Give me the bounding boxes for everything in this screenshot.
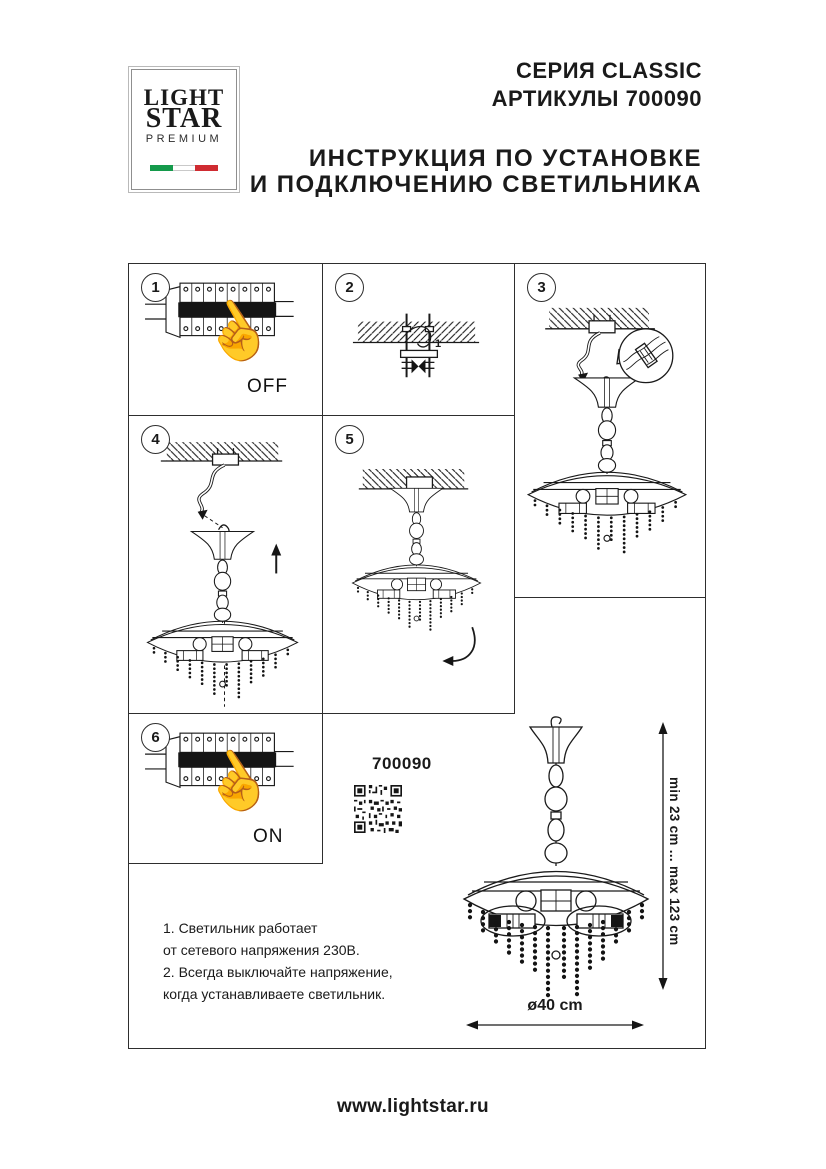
articles-label: АРТИКУЛЫ 700090 — [491, 86, 702, 111]
step-number-badge — [527, 273, 556, 302]
step-number-badge — [141, 723, 170, 752]
note-line: когда устанавливаете светильник. — [163, 986, 386, 1002]
article-number: 700090 — [372, 754, 432, 773]
notes-list — [163, 917, 443, 1005]
step-number: 5 — [345, 431, 354, 448]
chandelier-mounted-illustration — [323, 416, 514, 713]
hook-callout-number: 1 — [435, 338, 442, 350]
logo-word-star: STAR — [145, 103, 223, 134]
step-number-badge — [335, 273, 364, 302]
height-range-label: min 23 cm ... max 123 cm — [667, 776, 682, 946]
website-footer: www.lightstar.ru — [337, 1096, 489, 1117]
step-panel-4 — [129, 416, 323, 714]
instruction-title — [250, 146, 702, 198]
pointing-hand-icon: ☝ — [189, 736, 282, 827]
off-label: OFF — [247, 376, 288, 397]
step-number-badge — [141, 425, 170, 454]
step-panel-3 — [515, 264, 705, 598]
step-number: 1 — [151, 279, 160, 296]
step-panel-1 — [129, 264, 323, 416]
pointing-hand-icon: ☝ — [189, 286, 282, 377]
flag-green-stripe — [150, 165, 173, 171]
series-label: СЕРИЯ CLASSIC — [515, 58, 702, 83]
step-number: 2 — [345, 279, 354, 296]
step-number-badge — [141, 273, 170, 302]
on-label: ON — [253, 826, 284, 847]
step-number: 4 — [151, 431, 160, 448]
figure-grid — [128, 263, 706, 1049]
step-number-badge — [335, 425, 364, 454]
note-line: 1. Светильник работает — [163, 920, 318, 936]
step-number: 6 — [151, 729, 160, 746]
note-line: 2. Всегда выключайте напряжение, — [163, 964, 393, 980]
step-number: 3 — [537, 279, 546, 296]
instruction-title-line1: ИНСТРУКЦИЯ ПО УСТАНОВКЕ — [308, 145, 702, 172]
chandelier-hanging-illustration — [515, 264, 705, 597]
logo-word-light: LIGHT — [143, 85, 225, 110]
flag-white-stripe — [173, 165, 196, 171]
italy-flag-icon — [150, 165, 218, 171]
diameter-dimension-arrow — [466, 1018, 644, 1032]
chandelier-lift-illustration — [129, 416, 322, 713]
flag-red-stripe — [195, 165, 218, 171]
header-series-block — [492, 57, 702, 113]
brand-logo — [128, 66, 240, 193]
note-line: от сетевого напряжения 230В. — [163, 942, 360, 958]
qr-code — [354, 784, 402, 834]
step-panel-5 — [323, 416, 515, 714]
logo-word-premium: PREMIUM — [145, 133, 223, 145]
step-panel-2 — [323, 264, 515, 416]
step-panel-6 — [129, 714, 323, 864]
diameter-label: ø40 cm — [527, 997, 583, 1014]
instruction-title-line2: И ПОДКЛЮЧЕНИЮ СВЕТИЛЬНИКА — [249, 171, 702, 198]
product-dimension-drawing — [456, 714, 656, 1009]
brand-logo-frame — [131, 69, 237, 190]
